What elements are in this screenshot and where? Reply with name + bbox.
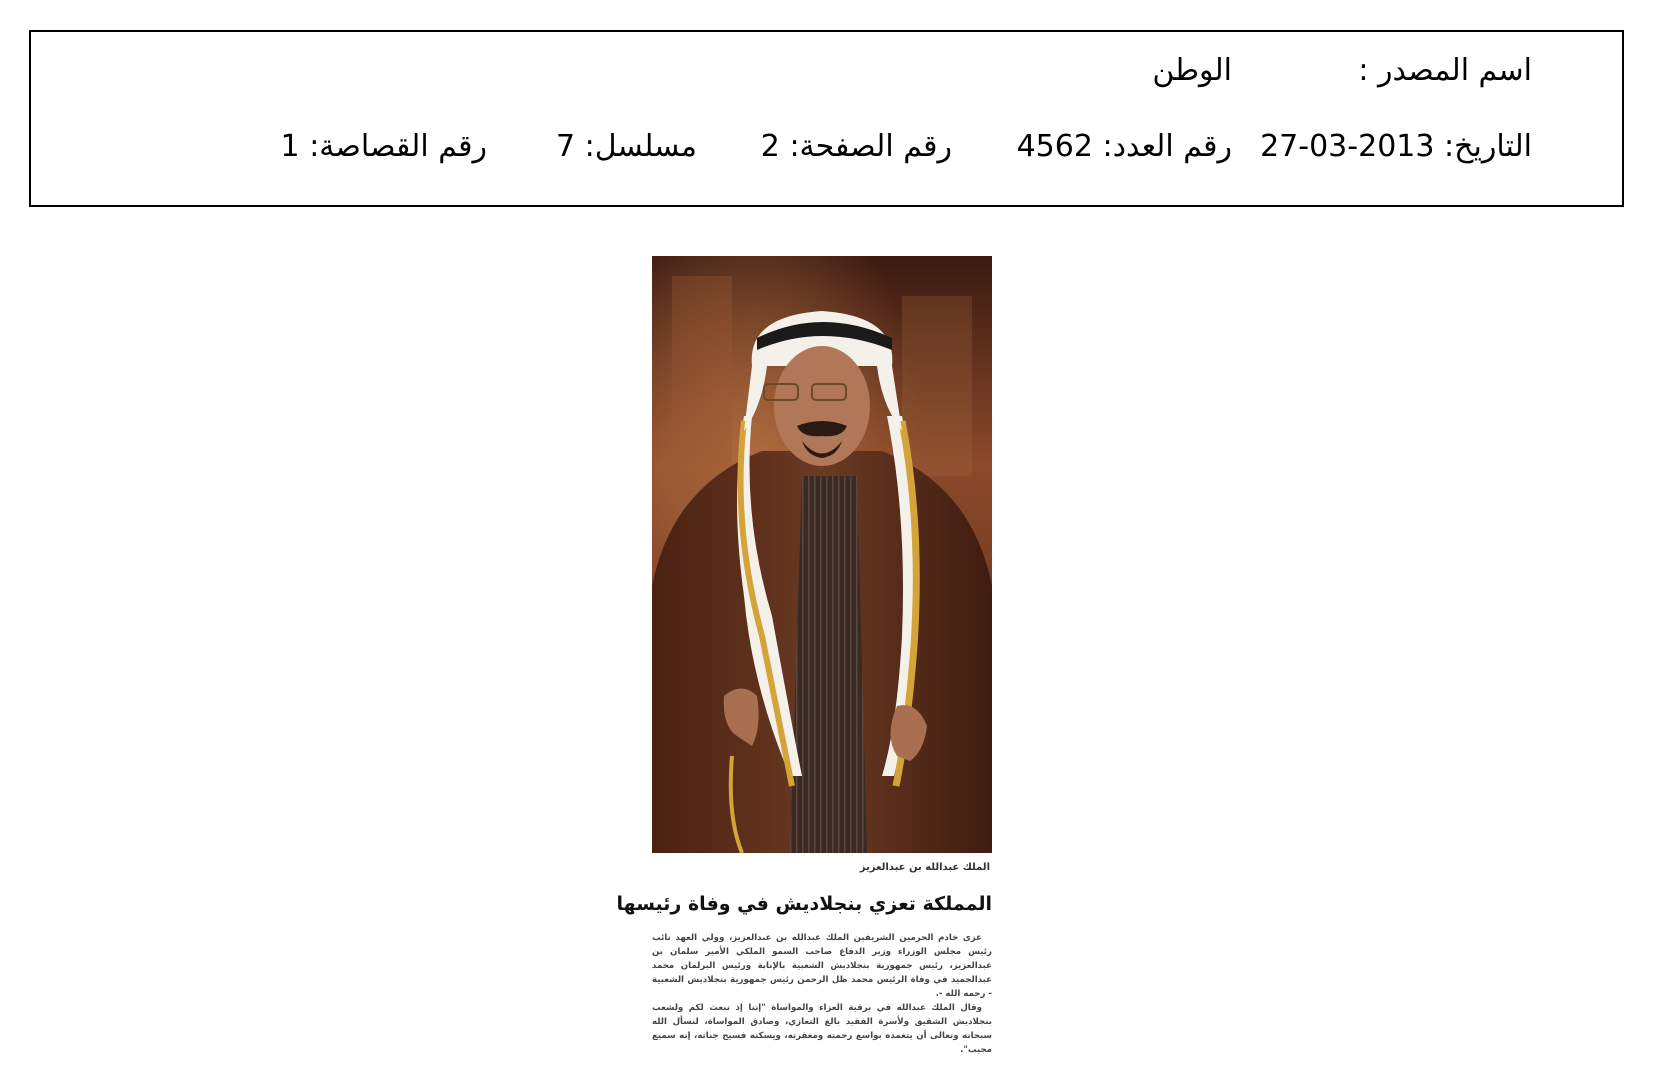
clip-label: رقم القصاصة: <box>309 129 487 164</box>
article-paragraph: وقال الملك عبدالله في برقية العزاء والمواساة "إننا إذ نبعث لكم ولشعب بنجلاديش الشقيق ولأسرة الفقيد بالغ التعازي، وصادق المواساة، لنسأل الله سبحانه وتعالى أن يتغمده بواسع رحمته ومغفرته، ويسكنه فسيح جناته، إنه سميع مجيب". <box>652 1003 992 1055</box>
date-value: 2013-03-27 <box>1260 129 1435 164</box>
serial-field <box>556 128 697 166</box>
date-field <box>1260 128 1532 166</box>
issue-field <box>1017 128 1232 166</box>
photo-caption: الملك عبدالله بن عبدالعزيز <box>859 862 990 873</box>
page-label: رقم الصفحة: <box>789 129 952 164</box>
article-paragraph: عزى خادم الحرمين الشريفين الملك عبدالله بن عبدالعزيز، وولي العهد نائب رئيس مجلس الوزراء وزير الدفاع صاحب السمو الملكي الأمير سلمان بن عبدالعزيز، رئيس جمهورية بنجلاديش الشعبية بالإنابة ورئيس البرلمان محمد عبدالحميد في وفاة الرئيس محمد ظل الرحمن رئيس جمهورية بنجلاديش الشعبية - رحمه الله -. <box>652 933 992 999</box>
date-label: التاريخ: <box>1444 129 1532 164</box>
issue-value: 4562 <box>1016 129 1093 164</box>
page-value: 2 <box>760 129 780 164</box>
serial-value: 7 <box>556 129 576 164</box>
document-header <box>29 30 1624 207</box>
clip-field <box>281 128 487 166</box>
news-clipping <box>616 256 992 1057</box>
page-field <box>761 128 952 166</box>
article-photo <box>652 256 992 853</box>
article-headline: المملكة تعزي بنجلاديش في وفاة رئيسها <box>616 893 992 915</box>
clip-value: 1 <box>280 129 300 164</box>
source-value: الوطن <box>1152 53 1232 88</box>
serial-label: مسلسل: <box>584 129 697 164</box>
source-label: اسم المصدر : <box>1358 53 1532 88</box>
article-body <box>652 931 992 1057</box>
issue-label: رقم العدد: <box>1102 129 1232 164</box>
